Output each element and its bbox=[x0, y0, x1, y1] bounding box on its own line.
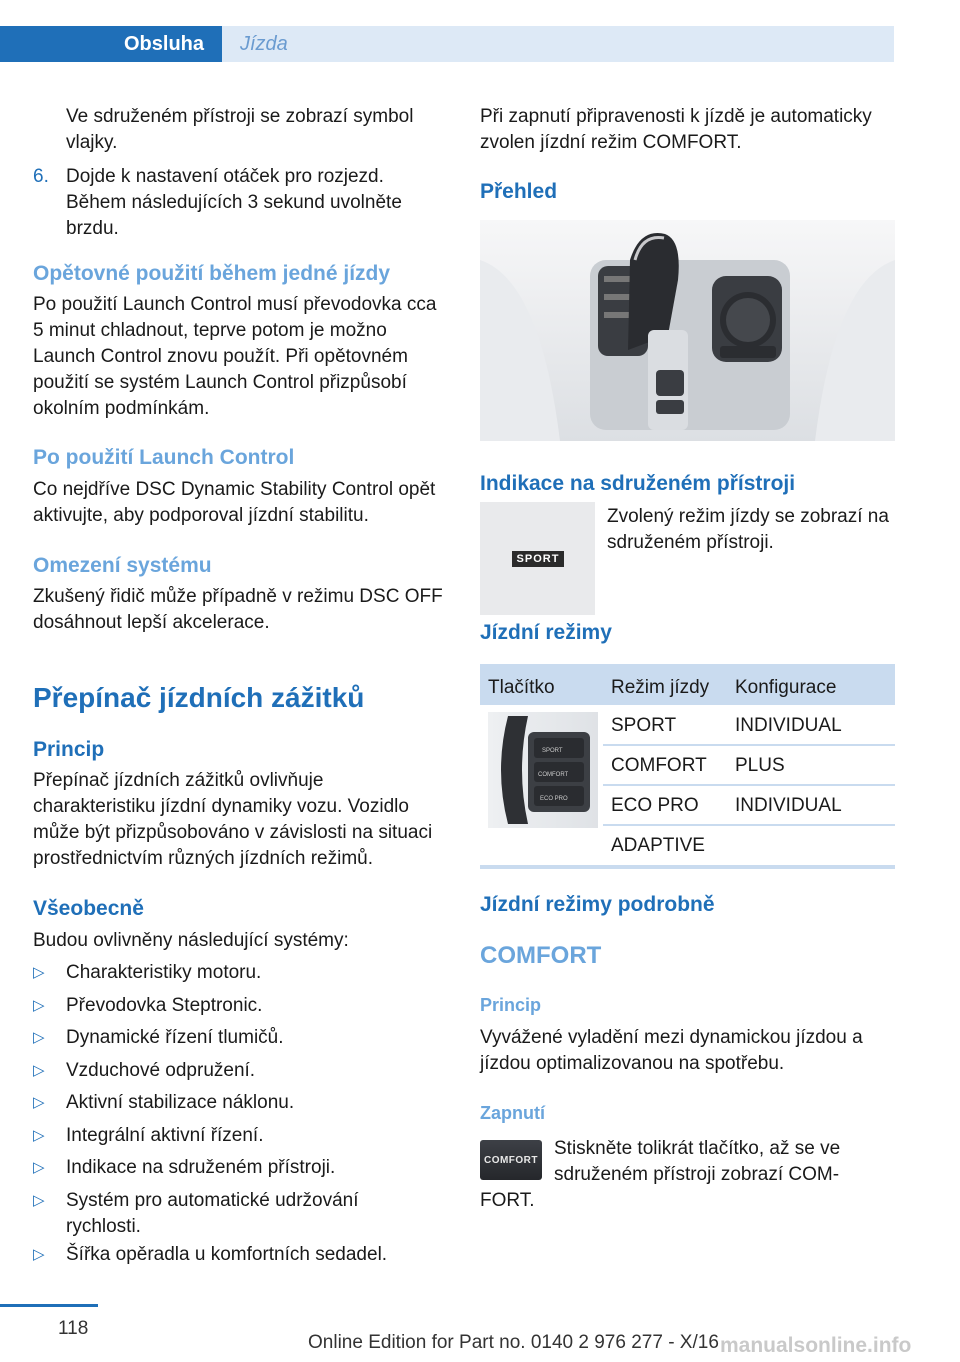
reuse-text: Po použití Launch Control musí převodovka cca 5 minut chladnout, teprve potom je možno Launch Control znovu použít. Při opětovném použití se systém Launch Control přizpůsobí okolním podmínkám. bbox=[33, 294, 437, 419]
triangle-bullet-icon: ▷ bbox=[33, 1246, 45, 1263]
page-number: 118 bbox=[58, 1318, 89, 1339]
table-cell-mode: COMFORT bbox=[611, 755, 707, 776]
limits-text: Zkušený řidič může případně v režimu DSC OFF dosáhnout lepší akcelerace. bbox=[33, 586, 443, 633]
watermark: manualsonline.info bbox=[720, 1334, 912, 1357]
comfort-button-image: COMFORT bbox=[480, 1140, 542, 1180]
table-bottom-rule bbox=[480, 865, 895, 869]
cluster-heading: Indikace na sdruženém přístroji bbox=[480, 472, 796, 495]
switch-on-text-continued: FORT. bbox=[480, 1190, 535, 1211]
table-divider bbox=[603, 824, 895, 826]
triangle-bullet-icon: ▷ bbox=[33, 1159, 45, 1176]
triangle-bullet-icon: ▷ bbox=[33, 1029, 45, 1046]
edition-text: Online Edition for Part no. 0140 2 976 277 - X/16 bbox=[308, 1332, 719, 1353]
modes-heading: Jízdní režimy bbox=[480, 621, 612, 644]
step-text: Dojde k nastavení otáček pro rozjezd. Během následujících 3 sekund uvolněte brzdu. bbox=[66, 166, 402, 239]
sport-badge: SPORT bbox=[512, 551, 564, 567]
tab-jizda[interactable]: Jízda bbox=[222, 26, 894, 62]
limits-heading: Omezení systému bbox=[33, 554, 212, 577]
button-label-sport: SPORT bbox=[542, 748, 563, 754]
triangle-bullet-icon: ▷ bbox=[33, 997, 45, 1014]
triangle-bullet-icon: ▷ bbox=[33, 1192, 45, 1209]
comfort-heading: COMFORT bbox=[480, 942, 602, 969]
mode-buttons-photo bbox=[488, 712, 598, 828]
table-header-cell: Konfigurace bbox=[735, 677, 837, 698]
cluster-text: Zvolený režim jízdy se zobrazí na sdruženém přístroji. bbox=[607, 506, 889, 553]
table-header-cell: Režim jízdy bbox=[611, 677, 710, 698]
button-label-eco-pro: ECO PRO bbox=[540, 796, 568, 802]
table-cell-config: PLUS bbox=[735, 755, 785, 776]
step-number: 6. bbox=[33, 166, 49, 187]
after-text: Co nejdříve DSC Dynamic Stability Control opět aktivujte, aby podporoval jízdní stabilitu. bbox=[33, 479, 436, 526]
table-cell-config: INDIVIDUAL bbox=[735, 795, 842, 816]
table-divider bbox=[603, 744, 895, 746]
principle-text: Přepínač jízdních zážitků ovlivňuje charakteristiku jízdní dynamiky vozu. Vozidlo může být přizpůsobováno v závislosti na situaci prostřednictvím různých jízdních režimů. bbox=[33, 770, 433, 869]
comfort-principle-heading: Princip bbox=[480, 995, 542, 1015]
switch-on-heading: Zapnutí bbox=[480, 1103, 545, 1123]
intro-line: Ve sdruženém přístroji se zobrazí symbol vlajky. bbox=[66, 106, 414, 153]
section-title: Přepínač jízdních zážitků bbox=[33, 682, 365, 713]
general-heading: Všeobecně bbox=[33, 897, 144, 920]
footer-rule bbox=[0, 1304, 98, 1307]
reuse-heading: Opětovné použití během jedné jízdy bbox=[33, 262, 391, 285]
detail-heading: Jízdní režimy podrobně bbox=[480, 893, 715, 916]
triangle-bullet-icon: ▷ bbox=[33, 1062, 45, 1079]
button-label-comfort: COMFORT bbox=[538, 772, 569, 778]
table-cell-mode: ECO PRO bbox=[611, 795, 699, 816]
table-cell-mode: ADAPTIVE bbox=[611, 835, 705, 856]
table-cell-mode: SPORT bbox=[611, 715, 677, 736]
table-cell-config: INDIVIDUAL bbox=[735, 715, 842, 736]
general-text: Budou ovlivněny následující systémy: bbox=[33, 930, 349, 951]
table-header-cell: Tlačítko bbox=[488, 677, 555, 698]
overview-heading: Přehled bbox=[480, 180, 558, 203]
switch-on-text: Stiskněte tolikrát tlačítko, až se ve sdruženém přístroji zobrazí COM- bbox=[554, 1138, 841, 1185]
overview-photo bbox=[480, 220, 895, 441]
right-intro-text: Při zapnutí připravenosti k jízdě je automaticky zvolen jízdní režim COMFORT. bbox=[480, 106, 872, 153]
triangle-bullet-icon: ▷ bbox=[33, 964, 45, 981]
mode-buttons-illustration bbox=[488, 712, 598, 828]
tab-obsluha[interactable]: Obsluha bbox=[0, 26, 222, 62]
comfort-principle-text: Vyvážené vyladění mezi dynamickou jízdou a jízdou optimalizovanou na spotřebu. bbox=[480, 1027, 863, 1074]
cluster-display-photo bbox=[480, 502, 595, 615]
table-divider bbox=[603, 784, 895, 786]
triangle-bullet-icon: ▷ bbox=[33, 1127, 45, 1144]
gear-console-illustration bbox=[480, 220, 895, 441]
after-heading: Po použití Launch Control bbox=[33, 446, 295, 469]
triangle-bullet-icon: ▷ bbox=[33, 1094, 45, 1111]
principle-heading: Princip bbox=[33, 738, 105, 761]
